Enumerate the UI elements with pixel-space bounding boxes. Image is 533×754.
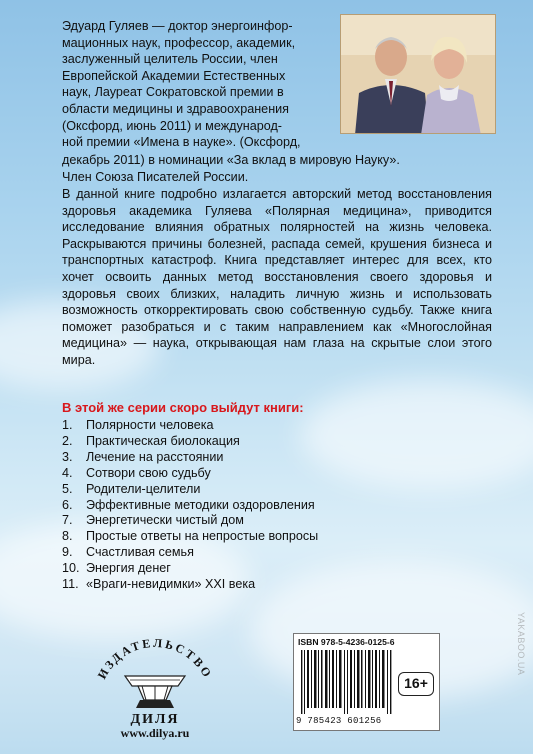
item-number: 8.: [62, 529, 73, 544]
list-item: [62, 482, 442, 498]
item-title: Сотвори свою судьбу: [86, 465, 211, 480]
list-item: [62, 498, 442, 514]
item-number: 11.: [62, 577, 79, 592]
author-photo-illustration: [341, 15, 496, 134]
item-title: Родители-целители: [86, 481, 201, 496]
isbn-text: ISBN 978-5-4236-0125-6: [298, 637, 395, 647]
bio-line: Член Союза Писателей России.: [62, 169, 249, 184]
item-number: 1.: [62, 418, 73, 432]
bio-line: наук, Лауреат Сократовской премии в: [62, 85, 284, 100]
publisher-arc-text: ИЗДАТЕЛЬСТВО: [94, 635, 216, 682]
list-item: [62, 466, 442, 482]
publisher-name: ДИЛЯ: [130, 712, 180, 727]
age-rating-badge: 16+: [398, 672, 434, 696]
item-title: «Враги-невидимки» XXI века: [86, 577, 256, 592]
item-title: Эффективные методики оздоровления: [86, 497, 315, 512]
list-item: [62, 561, 442, 577]
item-title: Полярности человека: [86, 418, 214, 432]
item-title: Энергетически чистый дом: [86, 513, 244, 528]
series-list: [62, 418, 442, 593]
item-title: Практическая биолокация: [86, 433, 240, 448]
item-number: 6.: [62, 497, 73, 512]
item-title: Энергия денег: [86, 561, 171, 576]
publisher-website: www.dilya.ru: [120, 726, 190, 740]
list-item: [62, 434, 442, 450]
svg-text:ИЗДАТЕЛЬСТВО: [95, 636, 216, 682]
bio-line: мационных наук, профессор, академик,: [62, 35, 296, 50]
item-number: 2.: [62, 433, 73, 448]
item-number: 5.: [62, 481, 73, 496]
list-item: [62, 577, 442, 593]
item-number: 9.: [62, 545, 73, 560]
series-title: В этой же серии скоро выйдут книги:: [62, 400, 304, 415]
watermark: YAKABOO.UA: [516, 612, 526, 676]
item-title: Счастливая семья: [86, 545, 194, 560]
list-item: [62, 450, 442, 466]
item-number: 3.: [62, 449, 73, 464]
item-title: Лечение на расстоянии: [86, 449, 224, 464]
book-description: В данной книге подробно излагается авторский метод восстановления здоровья академика Гуляева «Полярная медицина», приводится исследование влияния обратных полярностей на жизнь человека. Раскрываются причины болезней, распада семей, крушения бизнеса и транспортных катастроф. Книга представляет интерес для всех, кто хочет освоить данных метод восстановления своего здоровья и здоровья своих близких, наладить личную жизнь и использовать возможность откорректировать свою собственную судьбу. Также книга поможет разобраться и с таким направлением как «Многослойная медицина» — наука, открывающая нам глаза на скрытые слои этого мира.: [62, 187, 492, 367]
list-item: [62, 545, 442, 561]
author-bio-continued: [62, 152, 492, 185]
list-item: [62, 513, 442, 529]
publisher-emblem: [80, 630, 230, 714]
item-number: 4.: [62, 465, 73, 480]
author-bio: [62, 18, 330, 151]
author-photo: [340, 14, 496, 134]
bio-line: области медицины и здравоохранения: [62, 101, 290, 116]
bio-line: декабрь 2011) в номинации «За вклад в мировую Науку».: [62, 153, 400, 167]
bio-line: Европейской Академии Естественных: [62, 68, 286, 83]
bio-line: (Оксфорд, июнь 2011) и международ-: [62, 118, 282, 133]
barcode-digits: 9 785423 601256: [296, 716, 382, 726]
item-number: 10.: [62, 561, 80, 576]
item-title: Простые ответы на непростые вопросы: [86, 529, 319, 544]
list-item: [62, 529, 442, 545]
bio-line: ной премии «Имена в науке». (Оксфорд,: [62, 135, 301, 150]
list-item: [62, 418, 442, 434]
bio-line: Эдуард Гуляев — доктор энергоинфор-: [62, 19, 293, 33]
barcode: [299, 650, 395, 714]
bio-line: заслуженный целитель России, член: [62, 52, 278, 67]
item-number: 7.: [62, 513, 73, 528]
